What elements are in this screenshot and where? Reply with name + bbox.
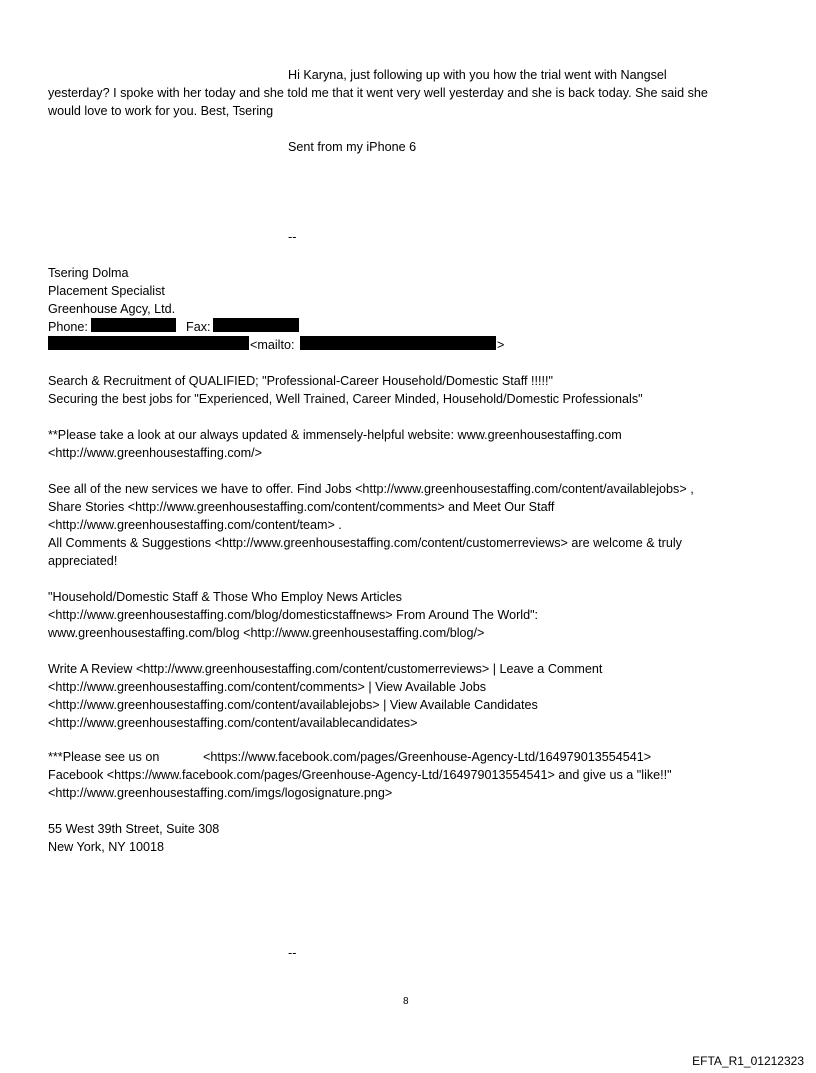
- signature-title: Placement Specialist: [48, 284, 165, 298]
- signature-name: Tsering Dolma: [48, 266, 129, 280]
- website-line-2: <http://www.greenhousestaffing.com/>: [48, 446, 262, 460]
- services-line-3: <http://www.greenhousestaffing.com/content/team> .: [48, 518, 342, 532]
- website-line-1: **Please take a look at our always updated & immensely-helpful website: www.greenhousestaffing.com: [48, 428, 622, 442]
- services-line-1: See all of the new services we have to offer. Find Jobs <http://www.greenhousestaffing.com/content/availablejobs> ,: [48, 482, 694, 496]
- address-line-2: New York, NY 10018: [48, 840, 164, 854]
- services-line-2: Share Stories <http://www.greenhousestaffing.com/content/comments> and Meet Our Staff: [48, 500, 555, 514]
- phone-label: Phone:: [48, 320, 88, 334]
- redaction-email: [48, 336, 249, 350]
- tagline-2: Securing the best jobs for "Experienced, Well Trained, Career Minded, Household/Domestic Professionals": [48, 392, 643, 406]
- links-line-3: <http://www.greenhousestaffing.com/content/availablejobs> | View Available Candidates: [48, 698, 538, 712]
- separator-1: --: [288, 230, 297, 244]
- links-line-1: Write A Review <http://www.greenhousestaffing.com/content/customerreviews> | Leave a Comment: [48, 662, 603, 676]
- message-line-3: would love to work for you. Best, Tsering: [48, 104, 274, 118]
- news-line-3: www.greenhousestaffing.com/blog <http://www.greenhousestaffing.com/blog/>: [48, 626, 485, 640]
- message-line-2: yesterday? I spoke with her today and she told me that it went very well yesterday and she is back today. She said she: [48, 86, 708, 100]
- redaction-fax: [213, 318, 299, 332]
- message-line-1: Hi Karyna, just following up with you how the trial went with Nangsel: [288, 68, 667, 82]
- services-line-5: appreciated!: [48, 554, 118, 568]
- news-line-2: <http://www.greenhousestaffing.com/blog/domesticstaffnews> From Around The World":: [48, 608, 539, 622]
- tagline-1: Search & Recruitment of QUALIFIED; "Professional-Career Household/Domestic Staff !!!!!": [48, 374, 553, 388]
- sent-from-line: Sent from my iPhone 6: [288, 140, 417, 154]
- news-line-1: "Household/Domestic Staff & Those Who Employ News Articles: [48, 590, 402, 604]
- document-id: EFTA_R1_01212323: [692, 1054, 804, 1068]
- mailto-label: <mailto:: [250, 338, 295, 352]
- address-line-1: 55 West 39th Street, Suite 308: [48, 822, 220, 836]
- logo-link-line: <http://www.greenhousestaffing.com/imgs/logosignature.png>: [48, 786, 393, 800]
- mailto-close: >: [497, 338, 505, 352]
- page-number: 8: [403, 996, 409, 1007]
- links-line-4: <http://www.greenhousestaffing.com/content/availablecandidates>: [48, 716, 418, 730]
- signature-company: Greenhouse Agcy, Ltd.: [48, 302, 176, 316]
- fax-label: Fax:: [186, 320, 211, 334]
- facebook-line-1b: <https://www.facebook.com/pages/Greenhouse-Agency-Ltd/164979013554541>: [203, 750, 652, 764]
- facebook-line-2: Facebook <https://www.facebook.com/pages/Greenhouse-Agency-Ltd/164979013554541> and give us a "like!!": [48, 768, 672, 782]
- links-line-2: <http://www.greenhousestaffing.com/content/comments> | View Available Jobs: [48, 680, 487, 694]
- redaction-mailto: [300, 336, 496, 350]
- redaction-phone: [91, 318, 176, 332]
- separator-2: --: [288, 946, 297, 960]
- facebook-line-1a: ***Please see us on: [48, 750, 160, 764]
- services-line-4: All Comments & Suggestions <http://www.greenhousestaffing.com/content/customerreviews> are welcome & truly: [48, 536, 682, 550]
